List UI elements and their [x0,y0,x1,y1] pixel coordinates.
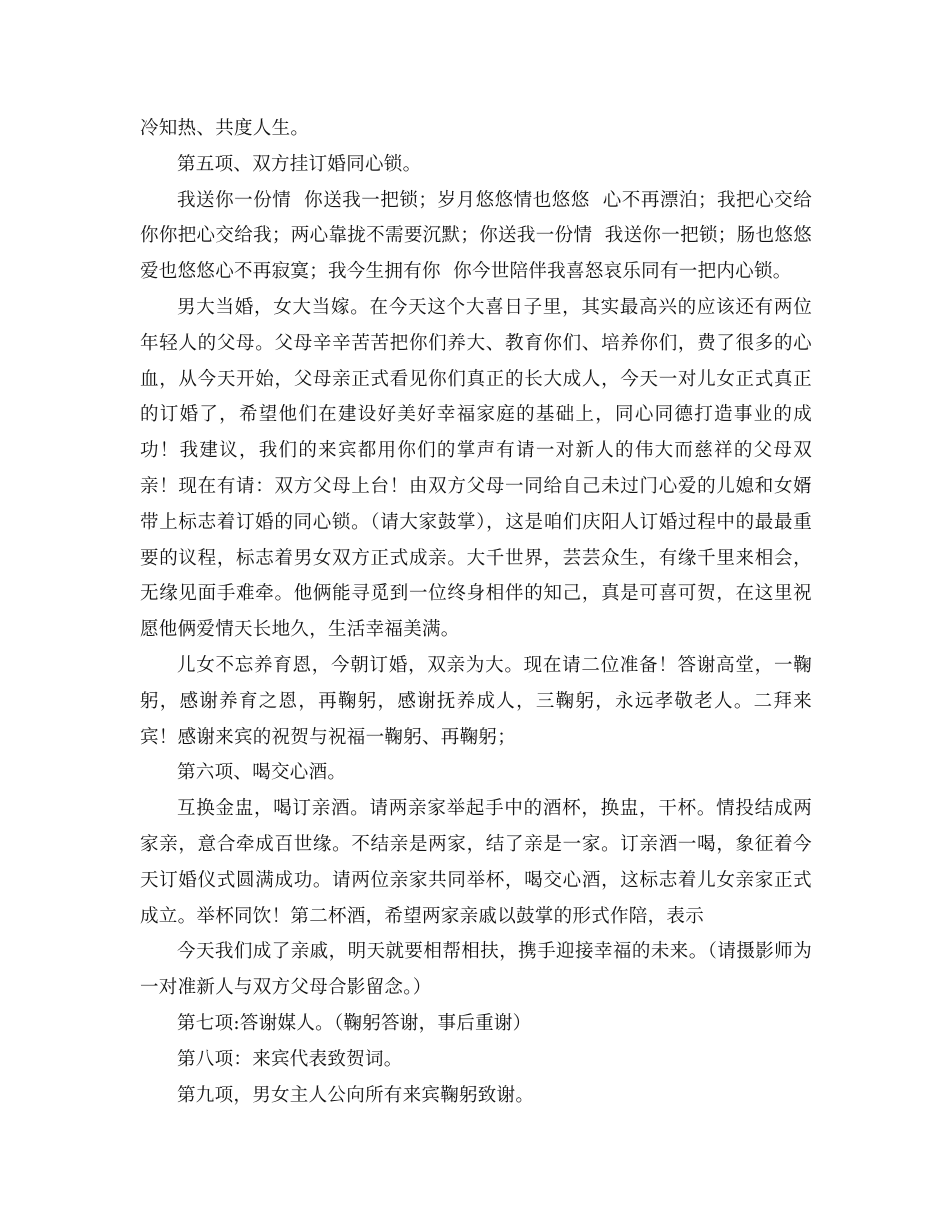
paragraph-continuation: 冷知热、共度人生。 [140,118,310,139]
paragraph-photo: 今天我们成了亲戚，明天就要相帮相扶，携手迎接幸福的未来。（请摄影师为一对准新人与双方父母合影留念。） [140,941,812,999]
paragraph-bowing: 儿女不忘养育恩，今朝订婚，双亲为大。现在请二位准备！答谢高堂，一鞠躬，感谢养育之恩，再鞠躬，感谢抚养成人，三鞠躬，永远孝敬老人。二拜来宾！感谢来宾的祝贺与祝福一鞠躬、再鞠躬； [140,654,812,748]
paragraph-item-five-heading: 第五项、双方挂订婚同心锁。 [177,153,422,175]
paragraph-item-six-heading: 第六项、喝交心酒。 [177,762,347,784]
paragraph-toast: 互换金盅，喝订亲酒。请两亲家举起手中的酒杯，换盅，干杯。情投结成两家亲，意合牵成百世缘。不结亲是两家，结了亲是一家。订亲酒一喝，象征着今天订婚仪式圆满成功。请两位亲家共同举杯，喝交心酒，这标志着儿女亲家正式成立。举杯同饮！第二杯酒，希望两家亲戚以鼓掌的形式作陪，表示 [140,798,812,927]
paragraph-parents-speech: 男大当婚，女大当嫁。在今天这个大喜日子里，其实最高兴的应该还有两位年轻人的父母。父母辛辛苦苦把你们养大、教育你们、培养你们，费了很多的心血，从今天开始，父母亲正式看见你们真正的长大成人，今天一对儿女正式真正的订婚了，希望他们在建设好美好幸福家庭的基础上，同心同德打造事业的成功！我建议，我们的来宾都用你们的掌声有请一对新人的伟大而慈祥的父母双亲！现在有请：双方父母上台！由双方父母一同给自己未过门心爱的儿媳和女婿带上标志着订婚的同心锁。（请大家鼓掌），这是咱们庆阳人订婚过程中的最最重要的议程，标志着男女双方正式成亲。大千世界，芸芸众生，有缘千里来相会，无缘见面手难牵。他俩能寻觅到一位终身相伴的知己，真是可喜可贺，在这里祝愿他俩爱情天长地久，生活幸福美满。 [140,296,812,641]
paragraph-item-seven: 第七项:答谢媒人。（鞠躬答谢，事后重谢） [177,1012,532,1034]
paragraph-item-eight: 第八项：来宾代表致贺词。 [177,1048,403,1070]
document-body [140,111,812,1113]
paragraph-item-nine: 第九项，男女主人公向所有来宾鞠躬致谢。 [177,1084,535,1106]
paragraph-lock-verse: 我送你一份情 你送我一把锁；岁月悠悠情也悠悠 心不再漂泊；我把心交给你你把心交给我；两心靠拢不需要沉默；你送我一份情 我送你一把锁；肠也悠悠爱也悠悠心不再寂寞；我今生拥有你 你今世陪伴我喜怒哀乐同有一把内心锁。 [140,189,812,283]
